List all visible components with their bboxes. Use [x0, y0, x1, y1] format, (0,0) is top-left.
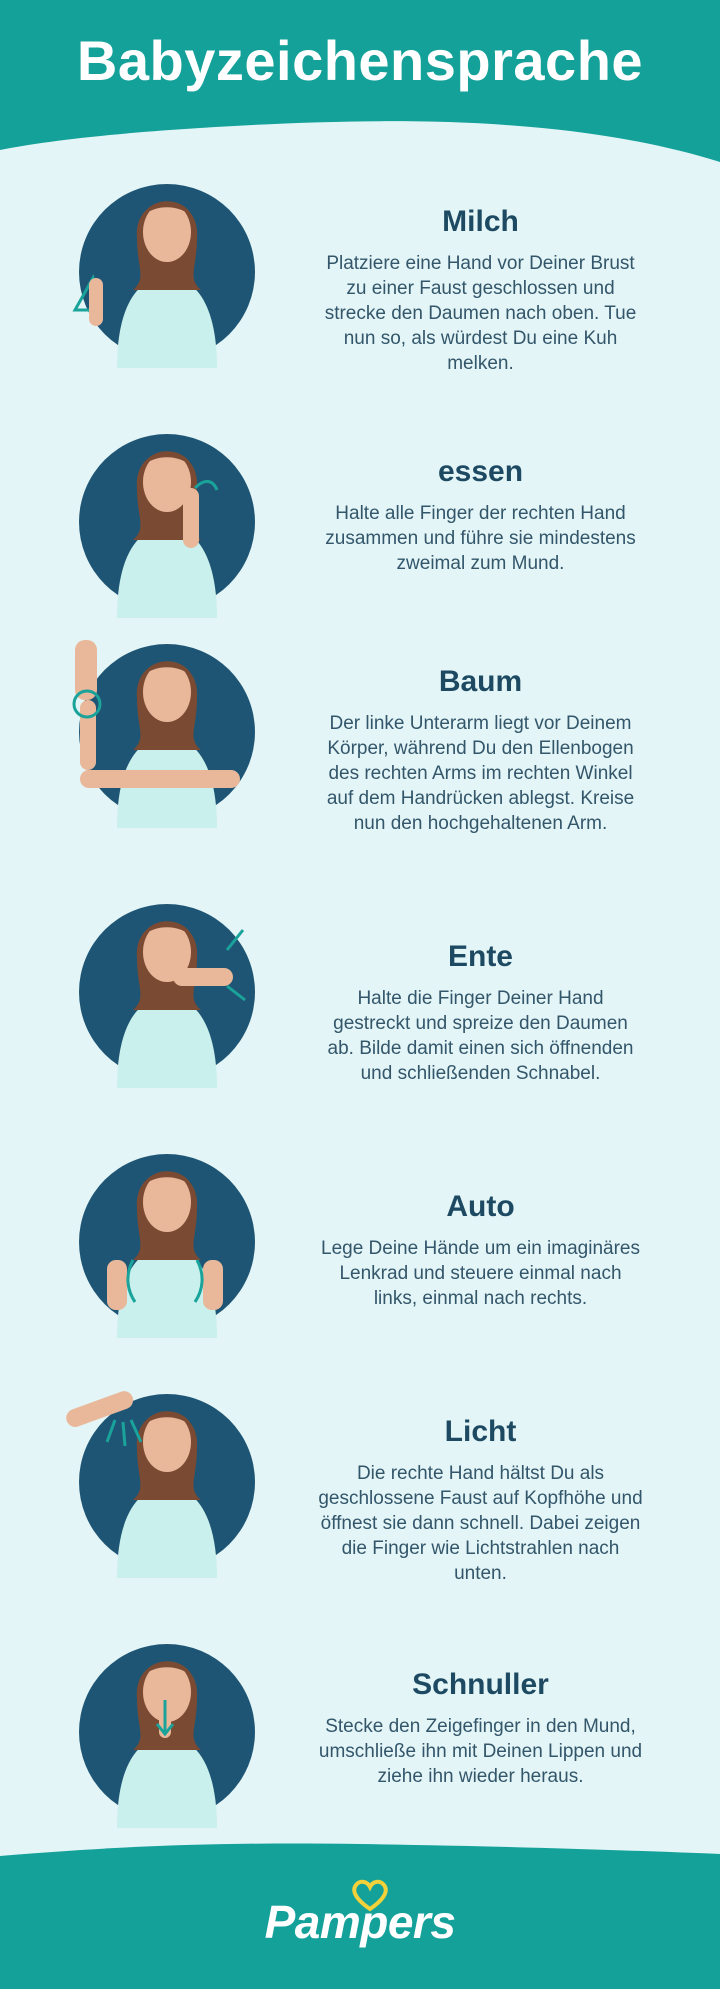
- sign-title: essen: [437, 455, 524, 488]
- sign-title: Baum: [438, 665, 523, 698]
- sign-description: Stecke den Zeigefinger in den Mund, umschließe ihn mit Deinen Lippen und ziehe ihn wieder heraus.: [318, 1716, 643, 1787]
- sign-description: Halte alle Finger der rechten Hand zusammen und führe sie mindestens zweimal zum Mund.: [325, 503, 636, 574]
- sign-illustration: [55, 620, 275, 830]
- sign-title: Schnuller: [412, 1668, 549, 1701]
- sign-text: [318, 1190, 643, 1311]
- sign-illustration: [55, 880, 275, 1090]
- sign-description: Der linke Unterarm liegt vor Deinem Körper, während Du den Ellenbogen des rechten Arms im rechten Winkel auf dem Handrücken ablegst. Kreise nun den hochgehaltenen Arm.: [326, 713, 635, 834]
- milk-sign-illustration: [55, 160, 275, 370]
- eat-sign-illustration: [55, 410, 275, 620]
- sign-description: Halte die Finger Deiner Hand gestreckt und spreize den Daumen ab. Bilde damit einen sich öffnenden und schließenden Schnabel.: [327, 988, 634, 1084]
- page-title: Babyzeichensprache: [76, 29, 644, 92]
- brand-logo: Pampers: [264, 1896, 456, 1948]
- sign-title: Milch: [442, 205, 519, 238]
- sign-illustration: [55, 1620, 275, 1830]
- sign-text: [318, 1415, 643, 1586]
- sign-illustration: [55, 1130, 275, 1340]
- sign-text: [318, 205, 643, 376]
- sign-illustration: [55, 410, 275, 620]
- duck-sign-illustration: [55, 880, 275, 1090]
- sign-description: Platziere eine Hand vor Deiner Brust zu einer Faust geschlossen und strecke den Daumen nach oben. Tue nun so, als würdest Du eine Kuh melken.: [324, 253, 637, 374]
- sign-title: Ente: [447, 940, 513, 973]
- light-sign-illustration: [55, 1370, 275, 1580]
- pacifier-sign-illustration: [55, 1620, 275, 1830]
- sign-description: Lege Deine Hände um ein imaginäres Lenkrad und steuere einmal nach links, einmal nach rechts.: [321, 1238, 640, 1309]
- sign-illustration: [55, 1370, 275, 1580]
- sign-illustration: [55, 160, 275, 370]
- car-sign-illustration: [55, 1130, 275, 1340]
- sign-title: Auto: [446, 1190, 515, 1223]
- sign-text: [318, 455, 643, 576]
- sign-text: [318, 940, 643, 1086]
- sign-title: Licht: [444, 1415, 517, 1448]
- sign-text: [318, 1668, 643, 1789]
- tree-sign-illustration: [55, 620, 275, 830]
- sign-description: Die rechte Hand hältst Du als geschlossene Faust auf Kopfhöhe und öffnest sie dann schnell. Dabei zeigen die Finger wie Lichtstrahlen nach unten.: [318, 1463, 643, 1584]
- sign-text: [318, 665, 643, 836]
